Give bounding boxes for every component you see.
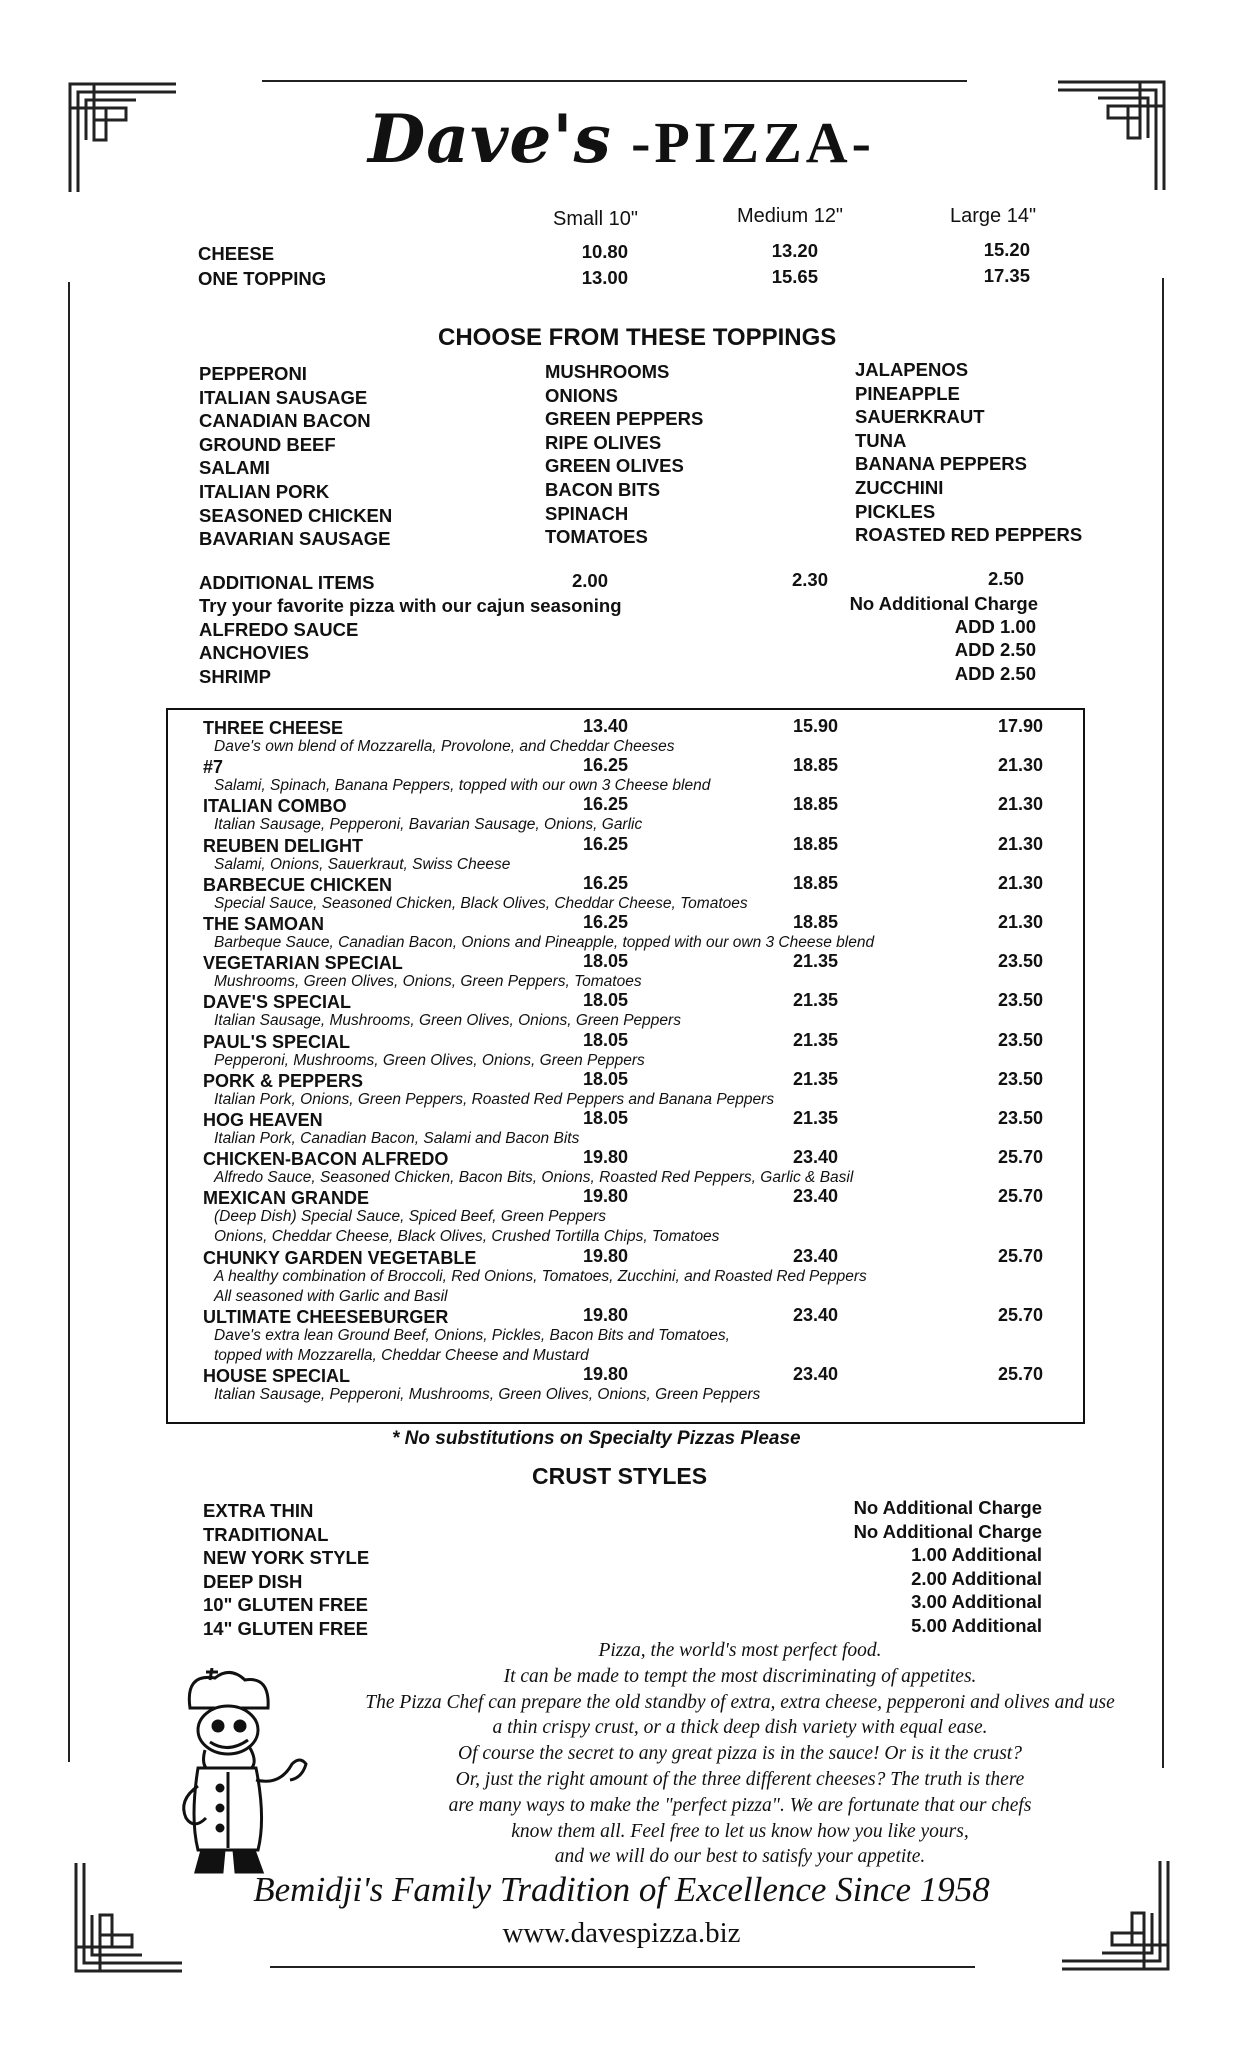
- specialty-price-small: 18.05: [582, 990, 628, 1011]
- no-substitutions-note: * No substitutions on Specialty Pizzas Please: [392, 1428, 801, 1449]
- right-border: [1162, 278, 1164, 1768]
- specialty-price-small: 16.25: [582, 912, 628, 932]
- specialty-name: THE SAMOAN: [203, 914, 324, 934]
- topping-item: ROASTED RED PEPPERS: [855, 524, 1083, 546]
- specialty-description: Mushrooms, Green Olives, Onions, Green Peppers, Tomatoes: [214, 973, 642, 991]
- specialty-name: PORK & PEPPERS: [203, 1070, 364, 1091]
- specialty-price-medium: 23.40: [792, 1245, 838, 1266]
- crust-heading: CRUST STYLES: [532, 1463, 708, 1489]
- anchovies-label: ANCHOVIES: [199, 642, 309, 663]
- specialty-description: (Deep Dish) Special Sauce, Spiced Beef, Green Peppers: [214, 1208, 607, 1226]
- specialty-price-small: 16.25: [582, 755, 628, 776]
- bottom-rule: [270, 1966, 975, 1968]
- specialty-price-small: 19.80: [582, 1364, 628, 1384]
- crust-label: 10" GLUTEN FREE: [203, 1594, 369, 1615]
- topping-item: BANANA PEPPERS: [855, 453, 1028, 475]
- specialty-description: Italian Pork, Canadian Bacon, Salami and Bacon Bits: [214, 1130, 580, 1147]
- specialty-description: All seasoned with Garlic and Basil: [214, 1287, 448, 1305]
- specialty-price-medium: 18.85: [792, 833, 838, 854]
- size-medium-header: Medium 12": [737, 205, 844, 227]
- specialty-description: Alfredo Sauce, Seasoned Chicken, Bacon Bits, Onions, Roasted Red Peppers, Garlic & Basil: [214, 1169, 854, 1187]
- specialty-description: Special Sauce, Seasoned Chicken, Black Olives, Cheddar Cheese, Tomatoes: [214, 894, 748, 912]
- specialty-price-small: 16.25: [582, 833, 628, 854]
- specialty-price-small: 19.80: [582, 1245, 628, 1266]
- specialty-price-large: 21.30: [997, 912, 1043, 932]
- specialty-price-medium: 23.40: [792, 1304, 838, 1325]
- specialty-name: #7: [203, 757, 224, 778]
- topping-item: ZUCCHINI: [855, 476, 944, 498]
- size-large-header: Large 14": [950, 205, 1037, 227]
- topping-item: PICKLES: [855, 500, 936, 522]
- specialty-price-medium: 23.40: [792, 1364, 838, 1384]
- top-rule: [262, 80, 967, 82]
- specialty-price-medium: 18.85: [792, 872, 838, 893]
- specialty-description: Italian Pork, Onions, Green Peppers, Roasted Red Peppers and Banana Peppers: [214, 1090, 775, 1108]
- topping-item: BAVARIAN SAUSAGE: [199, 528, 391, 550]
- specialty-description: Italian Sausage, Pepperoni, Mushrooms, Green Olives, Onions, Green Peppers: [214, 1386, 761, 1403]
- specialty-price-large: 21.30: [997, 872, 1043, 893]
- topping-item: MUSHROOMS: [545, 361, 670, 382]
- specialty-description: topped with Mozzarella, Cheddar Cheese and Mustard: [214, 1346, 589, 1364]
- crust-price: No Additional Charge: [853, 1520, 1042, 1542]
- blurb-line: are many ways to make the "perfect pizza". We are fortunate that our chefs: [448, 1794, 1032, 1816]
- specialty-price-large: 25.70: [997, 1147, 1043, 1168]
- base-label-one-topping: ONE TOPPING: [198, 268, 327, 289]
- base-price-cheese-small: 10.80: [581, 241, 628, 262]
- topping-item: ITALIAN PORK: [199, 480, 330, 502]
- specialty-price-small: 18.05: [582, 1108, 628, 1128]
- base-price-topping-large: 17.35: [983, 265, 1030, 286]
- title-block: -PIZZA-: [631, 110, 875, 175]
- specialty-name: DAVE'S SPECIAL: [203, 992, 351, 1013]
- blurb-line: and we will do our best to satisfy your appetite.: [554, 1846, 926, 1868]
- specialty-price-medium: 21.35: [792, 1108, 838, 1128]
- specialty-description: Italian Sausage, Mushrooms, Green Olives, Onions, Green Peppers: [214, 1012, 681, 1030]
- specialty-price-large: 23.50: [997, 1108, 1043, 1128]
- specialty-price-small: 19.80: [582, 1304, 628, 1325]
- topping-item: SALAMI: [199, 457, 270, 479]
- cajun-label: Try your favorite pizza with our cajun seasoning: [199, 595, 622, 616]
- specialty-description: Italian Sausage, Pepperoni, Bavarian Sausage, Onions, Garlic: [214, 816, 643, 834]
- specialty-price-medium: 18.85: [792, 912, 838, 932]
- blurb-line: It can be made to tempt the most discriminating of appetites.: [503, 1665, 977, 1687]
- crust-label: 14" GLUTEN FREE: [203, 1617, 369, 1639]
- specialty-price-medium: 23.40: [792, 1186, 838, 1207]
- specialty-name: ITALIAN COMBO: [203, 796, 347, 817]
- specialty-price-small: 19.80: [582, 1147, 628, 1168]
- specialty-name: ULTIMATE CHEESEBURGER: [203, 1306, 449, 1327]
- specialty-description: Salami, Onions, Sauerkraut, Swiss Cheese: [214, 855, 511, 873]
- specialty-description: A healthy combination of Broccoli, Red Onions, Tomatoes, Zucchini, and Roasted Red Peppers: [214, 1267, 867, 1285]
- specialty-price-medium: 21.35: [792, 1068, 838, 1089]
- shrimp-label: SHRIMP: [199, 666, 271, 687]
- specialty-name: CHUNKY GARDEN VEGETABLE: [203, 1247, 477, 1268]
- toppings-col-1: [199, 362, 392, 551]
- base-price-topping-medium: 15.65: [771, 266, 818, 287]
- specialty-price-medium: 21.35: [792, 990, 838, 1011]
- specialty-price-medium: 18.85: [792, 755, 838, 776]
- blurb-line: The Pizza Chef can prepare the old standby of extra, extra cheese, pepperoni and olives and use: [365, 1691, 1115, 1713]
- website-link[interactable]: www.davespizza.biz: [502, 1917, 741, 1949]
- topping-item: ITALIAN SAUSAGE: [199, 386, 368, 408]
- additional-price-medium: 2.30: [791, 569, 828, 590]
- topping-item: SAUERKRAUT: [855, 406, 985, 428]
- specialty-name: BARBECUE CHICKEN: [203, 874, 393, 895]
- topping-item: CANADIAN BACON: [199, 410, 371, 432]
- blurb-line: a thin crispy crust, or a thick deep dish variety with equal ease.: [492, 1717, 988, 1739]
- specialty-name: CHICKEN-BACON ALFREDO: [203, 1149, 449, 1170]
- specialty-price-large: 21.30: [997, 794, 1043, 815]
- specialty-price-small: 13.40: [582, 716, 628, 736]
- topping-item: PEPPERONI: [199, 363, 307, 384]
- specialty-name: HOUSE SPECIAL: [203, 1366, 351, 1386]
- topping-item: ONIONS: [545, 384, 618, 406]
- specialty-name: HOG HEAVEN: [203, 1110, 323, 1130]
- specialty-price-small: 18.05: [582, 951, 628, 972]
- specialty-price-small: 18.05: [582, 1029, 628, 1050]
- blurb-line: Pizza, the world's most perfect food.: [598, 1640, 882, 1661]
- toppings-heading: CHOOSE FROM THESE TOPPINGS: [438, 324, 837, 351]
- page-title: [0, 100, 1243, 178]
- crust-label: TRADITIONAL: [203, 1523, 329, 1545]
- alfredo-label: ALFREDO SAUCE: [199, 619, 359, 640]
- size-small-header: Small 10": [553, 208, 638, 230]
- title-script: Dave's: [368, 100, 612, 178]
- specialty-price-medium: 23.40: [792, 1147, 838, 1168]
- specialty-name: PAUL'S SPECIAL: [203, 1031, 350, 1052]
- base-price-topping-small: 13.00: [581, 267, 628, 288]
- specialty-price-large: 25.70: [997, 1245, 1043, 1266]
- specialty-price-large: 23.50: [997, 951, 1043, 972]
- specialty-price-large: 25.70: [997, 1304, 1043, 1325]
- specialty-description: Pepperoni, Mushrooms, Green Olives, Onions, Green Peppers: [214, 1051, 645, 1069]
- topping-item: TOMATOES: [545, 526, 648, 548]
- crust-price: 3.00 Additional: [911, 1591, 1042, 1612]
- toppings-col-2: [545, 360, 703, 549]
- topping-item: RIPE OLIVES: [545, 431, 662, 453]
- base-price-cheese-medium: 13.20: [771, 240, 818, 261]
- specialty-price-medium: 18.85: [792, 794, 838, 815]
- topping-item: BACON BITS: [545, 478, 661, 500]
- specialty-price-large: 17.90: [997, 716, 1043, 736]
- specialty-price-medium: 21.35: [792, 951, 838, 972]
- blurb: [340, 1638, 1140, 1870]
- topping-item: SEASONED CHICKEN: [199, 504, 393, 526]
- toppings-col-3: [855, 358, 1082, 547]
- additional-price-large: 2.50: [987, 568, 1024, 589]
- topping-item: GREEN PEPPERS: [545, 408, 704, 430]
- specialty-description: Dave's own blend of Mozzarella, Provolone, and Cheddar Cheeses: [214, 738, 675, 755]
- specialty-price-small: 18.05: [582, 1068, 628, 1089]
- topping-item: PINEAPPLE: [855, 382, 960, 404]
- topping-item: GREEN OLIVES: [545, 455, 684, 477]
- crust-label: NEW YORK STYLE: [203, 1547, 370, 1568]
- specialty-description: Barbeque Sauce, Canadian Bacon, Onions and Pineapple, topped with our own 3 Cheese blend: [214, 934, 875, 951]
- additional-price-small: 2.00: [571, 570, 608, 591]
- specialty-name: VEGETARIAN SPECIAL: [203, 953, 403, 974]
- base-price-cheese-large: 15.20: [983, 239, 1030, 260]
- cajun-price: No Additional Charge: [849, 593, 1038, 614]
- alfredo-price: ADD 1.00: [954, 616, 1036, 637]
- crust-price: No Additional Charge: [853, 1497, 1042, 1518]
- shrimp-price: ADD 2.50: [954, 663, 1036, 684]
- specialty-name: MEXICAN GRANDE: [203, 1188, 370, 1209]
- topping-item: TUNA: [855, 429, 907, 451]
- specialty-price-large: 23.50: [997, 1068, 1043, 1089]
- specialty-price-small: 16.25: [582, 872, 628, 893]
- specialty-price-large: 25.70: [997, 1186, 1043, 1207]
- blurb-line: Of course the secret to any great pizza is in the sauce! Or is it the crust?: [458, 1743, 1022, 1765]
- specialty-name: THREE CHEESE: [203, 718, 344, 738]
- specialty-price-medium: 21.35: [792, 1029, 838, 1050]
- crust-price: 2.00 Additional: [911, 1567, 1042, 1589]
- specialty-description: Dave's extra lean Ground Beef, Onions, Pickles, Bacon Bits and Tomatoes,: [214, 1326, 730, 1344]
- specialty-name: REUBEN DELIGHT: [203, 835, 364, 856]
- base-label-cheese: CHEESE: [198, 243, 275, 264]
- specialty-price-large: 21.30: [997, 833, 1043, 854]
- crust-price: 5.00 Additional: [911, 1614, 1042, 1636]
- specialty-description: Onions, Cheddar Cheese, Black Olives, Crushed Tortilla Chips, Tomatoes: [214, 1228, 720, 1246]
- chef-mascot: [150, 1668, 310, 1878]
- specialty-price-small: 19.80: [582, 1186, 628, 1207]
- crust-price: 1.00 Additional: [911, 1544, 1042, 1565]
- specialty-price-small: 16.25: [582, 794, 628, 815]
- additional-items-label: ADDITIONAL ITEMS: [199, 572, 375, 593]
- specialty-price-large: 23.50: [997, 1029, 1043, 1050]
- blurb-line: Or, just the right amount of the three different cheeses? The truth is there: [455, 1768, 1025, 1790]
- topping-item: GROUND BEEF: [199, 433, 336, 455]
- anchovies-price: ADD 2.50: [954, 639, 1036, 660]
- crust-label: EXTRA THIN: [203, 1500, 314, 1521]
- blurb-line: know them all. Feel free to let us know how you like yours,: [511, 1820, 969, 1842]
- specialty-description: Salami, Spinach, Banana Peppers, topped with our own 3 Cheese blend: [214, 777, 711, 795]
- tagline: Bemidji's Family Tradition of Excellence Since 1958: [253, 1870, 990, 1909]
- left-border: [68, 282, 70, 1762]
- topping-item: SPINACH: [545, 502, 629, 524]
- specialty-price-medium: 15.90: [792, 716, 838, 736]
- specialty-price-large: 23.50: [997, 990, 1043, 1011]
- topping-item: JALAPENOS: [855, 359, 969, 380]
- crust-label: DEEP DISH: [203, 1570, 303, 1592]
- specialty-price-large: 25.70: [997, 1364, 1043, 1384]
- specialty-price-large: 21.30: [997, 755, 1043, 776]
